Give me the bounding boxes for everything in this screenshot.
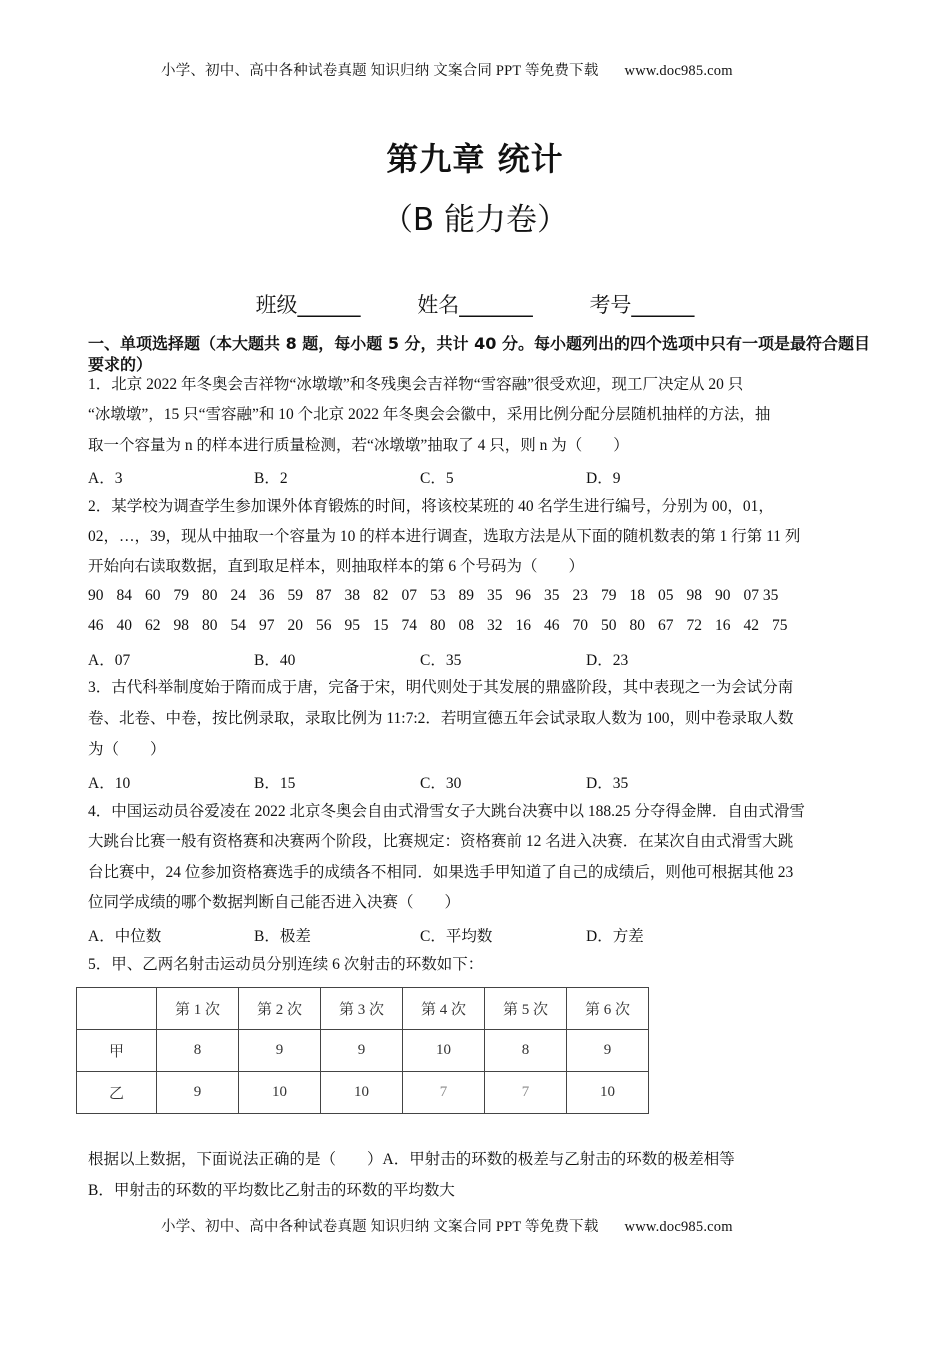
table-header-cell: 第 5 次 [485, 988, 567, 1030]
question-line: 根据以上数据，下面说法正确的是（ ）A．甲射击的环数的极差与乙射击的环数的极差相等 [88, 1151, 735, 1168]
random-number: 80 [202, 617, 218, 634]
option-c[interactable]: C．平均数 [420, 928, 493, 945]
table-header-cell [77, 988, 157, 1030]
random-number: 82 [373, 587, 389, 604]
random-number: 56 [316, 617, 332, 634]
student-info-fields [0, 289, 950, 319]
random-number: 16 [715, 617, 731, 634]
table-cell: 8 [485, 1030, 567, 1072]
option-d[interactable]: D．9 [586, 470, 621, 487]
random-number: 80 [430, 617, 446, 634]
random-number: 87 [316, 587, 332, 604]
question-line: 5．甲、乙两名射击运动员分别连续 6 次射击的环数如下： [88, 956, 484, 973]
header-banner [161, 59, 733, 80]
random-number: 98 [173, 617, 189, 634]
option-a[interactable]: A．07 [88, 652, 131, 669]
question-line: 02，…，39，现从中抽取一个容量为 10 的样本进行调查，选取方法是从下面的随机数表的第 1 行第 11 列 [88, 528, 801, 545]
random-number: 46 [88, 617, 104, 634]
random-number: 46 [544, 617, 560, 634]
question-line: 3．古代科举制度始于隋而成于唐，完备于宋，明代则处于其发展的鼎盛阶段，其中表现之一为会试分南 [88, 679, 794, 696]
table-header-row [77, 988, 649, 1030]
class-field[interactable]: 班级______ [255, 293, 361, 317]
option-c[interactable]: C．5 [420, 470, 454, 487]
random-number: 05 [658, 587, 674, 604]
question-line: 1．北京 2022 年冬奥会吉祥物“冰墩墩”和冬残奥会吉祥物“雪容融”很受欢迎，现工厂决定从 20 只 [88, 376, 744, 393]
table-header-cell: 第 6 次 [567, 988, 649, 1030]
random-number: 18 [629, 587, 645, 604]
table-cell: 9 [239, 1030, 321, 1072]
question-line: 位同学成绩的哪个数据判断自己能否进入决赛（ ） [88, 894, 461, 911]
option-c[interactable]: C．35 [420, 652, 462, 669]
random-number: 97 [259, 617, 275, 634]
random-number: 79 [601, 587, 617, 604]
random-number: 23 [572, 587, 588, 604]
option-b-line[interactable]: B．甲射击的环数的平均数比乙射击的环数的平均数大 [88, 1182, 455, 1199]
question-line: 台比赛中，24 位参加资格赛选手的成绩各不相同．如果选手甲知道了自己的成绩后，则他可根据其他 23 [88, 864, 794, 881]
random-number: 59 [287, 587, 303, 604]
page-title: 第九章 统计 [386, 140, 564, 178]
name-field[interactable]: 姓名_______ [417, 293, 533, 317]
random-number: 24 [230, 587, 246, 604]
random-number: 07 35 [743, 587, 779, 604]
option-c[interactable]: C．30 [420, 775, 462, 792]
table-cell: 7 [403, 1072, 485, 1114]
table-cell: 7 [485, 1072, 567, 1114]
footer-banner-url[interactable]: www.doc985.com [624, 1219, 733, 1235]
random-number: 84 [116, 587, 132, 604]
random-number: 35 [487, 587, 503, 604]
header-banner-text: 小学、初中、高中各种试卷真题 知识归纳 文案合同 PPT 等免费下载 [161, 63, 599, 79]
question-line: 取一个容量为 n 的样本进行质量检测，若“冰墩墩”抽取了 4 只，则 n 为（ ） [88, 437, 629, 454]
option-d[interactable]: D．35 [586, 775, 629, 792]
random-number: 08 [458, 617, 474, 634]
option-b[interactable]: B．极差 [254, 928, 311, 945]
random-number: 90 [88, 587, 104, 604]
table-cell: 8 [157, 1030, 239, 1072]
random-number: 95 [344, 617, 360, 634]
table-header-cell: 第 1 次 [157, 988, 239, 1030]
table-row [77, 1030, 649, 1072]
table-cell: 10 [321, 1072, 403, 1114]
row-label-jia: 甲 [77, 1030, 157, 1072]
option-a[interactable]: A．10 [88, 775, 131, 792]
table-cell: 10 [403, 1030, 485, 1072]
random-number: 38 [344, 587, 360, 604]
random-number: 75 [772, 617, 788, 634]
option-d[interactable]: D．23 [586, 652, 629, 669]
option-b[interactable]: B．2 [254, 470, 288, 487]
random-number: 96 [515, 587, 531, 604]
page-subtitle: （B 能力卷） [381, 202, 569, 238]
exam-id-field[interactable]: 考号______ [589, 293, 695, 317]
footer-banner [161, 1215, 733, 1236]
random-number: 07 [401, 587, 417, 604]
table-cell: 10 [567, 1072, 649, 1114]
random-number: 42 [743, 617, 759, 634]
random-number: 40 [116, 617, 132, 634]
random-number: 67 [658, 617, 674, 634]
question-line: “冰墩墩”，15 只“雪容融”和 10 个北京 2022 年冬奥会会徽中，采用比例分配分层随机抽样的方法，抽 [88, 406, 771, 423]
random-number: 50 [601, 617, 617, 634]
table-cell: 10 [239, 1072, 321, 1114]
question-line: 大跳台比赛一般有资格赛和决赛两个阶段，比赛规定：资格赛前 12 名进入决赛．在某次自由式滑雪大跳 [88, 833, 794, 850]
random-number-row-1 [88, 587, 778, 605]
table-cell: 9 [567, 1030, 649, 1072]
random-number: 90 [715, 587, 731, 604]
random-number: 80 [629, 617, 645, 634]
option-a[interactable]: A．中位数 [88, 928, 162, 945]
table-cell: 9 [321, 1030, 403, 1072]
random-number: 80 [202, 587, 218, 604]
table-header-cell: 第 4 次 [403, 988, 485, 1030]
random-number: 74 [401, 617, 417, 634]
table-header-cell: 第 3 次 [321, 988, 403, 1030]
random-number: 79 [173, 587, 189, 604]
random-number: 62 [145, 617, 161, 634]
question-line: 2．某学校为调查学生参加课外体育锻炼的时间，将该校某班的 40 名学生进行编号，分别为 00，01， [88, 498, 774, 515]
footer-banner-text: 小学、初中、高中各种试卷真题 知识归纳 文案合同 PPT 等免费下载 [161, 1219, 599, 1235]
random-number: 36 [259, 587, 275, 604]
random-number: 16 [515, 617, 531, 634]
question-line: 4．中国运动员谷爱凌在 2022 北京冬奥会自由式滑雪女子大跳台决赛中以 188.25 分夺得金牌．自由式滑雪 [88, 803, 805, 820]
question-line: 卷、北卷、中卷，按比例录取，录取比例为 11:7:2．若明宣德五年会试录取人数为 100，则中卷录取人数 [88, 710, 794, 727]
random-number: 98 [686, 587, 702, 604]
random-number-row-2 [88, 617, 801, 635]
random-number: 60 [145, 587, 161, 604]
row-label-yi: 乙 [77, 1072, 157, 1114]
option-a[interactable]: A．3 [88, 470, 123, 487]
option-b[interactable]: B．15 [254, 775, 296, 792]
random-number: 15 [373, 617, 389, 634]
table-row [77, 1072, 649, 1114]
table-cell: 9 [157, 1072, 239, 1114]
random-number: 20 [287, 617, 303, 634]
random-number: 32 [487, 617, 503, 634]
random-number: 89 [458, 587, 474, 604]
random-number: 53 [430, 587, 446, 604]
table-header-cell: 第 2 次 [239, 988, 321, 1030]
random-number: 70 [572, 617, 588, 634]
random-number: 54 [230, 617, 246, 634]
section-heading: 一、单项选择题（本大题共 8 题，每小题 5 分，共计 40 分。每小题列出的四个选项中只有一项是最符合题目要求的） [88, 334, 870, 374]
shooting-score-table [76, 987, 649, 1114]
option-b[interactable]: B．40 [254, 652, 296, 669]
header-banner-url[interactable]: www.doc985.com [624, 63, 733, 79]
question-line: 为（ ） [88, 741, 166, 758]
random-number: 35 [544, 587, 560, 604]
question-line: 开始向右读取数据，直到取足样本，则抽取样本的第 6 个号码为（ ） [88, 558, 585, 575]
option-d[interactable]: D．方差 [586, 928, 644, 945]
random-number: 72 [686, 617, 702, 634]
